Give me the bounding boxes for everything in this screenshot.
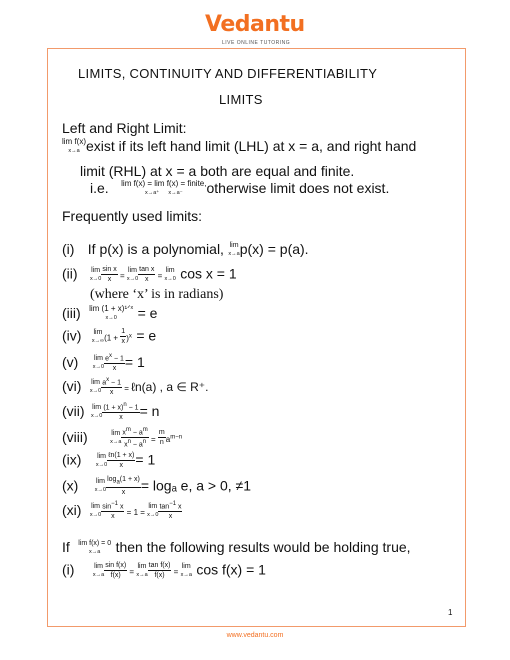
- logo-tagline: LIVE ONLINE TUTORING: [222, 40, 291, 46]
- limit-item-xi: (xi) lim x→0 $\frac{\sin^{-1} x}{x}$ = 1 = lim x→0 $\frac{\tan^{-1} x}{x}$: [62, 501, 182, 521]
- limit-def-line2: limit (RHL) at x = a both are equal and finite.: [80, 163, 355, 179]
- frequently-used-heading: Frequently used limits:: [62, 208, 203, 224]
- limit-item-i: (i) If p(x) is a polynomial, lim x→a p(x) = p(a).: [62, 241, 309, 257]
- limit-item-vi: (vi) lim x→0 $\frac{a^x - 1}{x}$ = ℓn(a) , a ∈ R⁺.: [62, 377, 209, 397]
- lim-fx: lim f(x) x→a: [62, 137, 86, 155]
- left-right-limit-heading: Left and Right Limit:: [62, 120, 187, 136]
- limit-item-v: (v) lim x→0 $\frac{e^x - 1}{x}$ = 1: [62, 353, 145, 373]
- footer-url[interactable]: www.vedantu.com: [226, 632, 284, 639]
- radians-note: (where ‘x’ is in radians): [90, 287, 224, 302]
- if-condition-line: If lim f(x) = 0 x→a then the following results would be holding true,: [62, 539, 411, 555]
- limit-item-iv: (iv) lim x→∞ (1 + $\frac{1}{x}$ )$^x$ = e: [62, 327, 157, 345]
- vedantu-logo: [0, 8, 510, 48]
- result-item-i: (i) lim x→a $\frac{\text{sin f(x)}}{f(x)}$ = lim x→a $\frac{\text{tan f(x)}}{f(x)}$ = lim x→a cos f(x) = 1: [62, 561, 266, 579]
- page-subtitle: LIMITS: [219, 92, 263, 107]
- limit-item-ii: (ii) lim x→0 $\frac{\text{sin x}}{x}$ = lim x→0 $\frac{\text{tan x}}{x}$ = lim x→0 cos x = 1: [62, 265, 237, 283]
- page-number: 1: [448, 608, 453, 617]
- limit-item-vii: (vii) lim x→0 $\frac{(1 + x)^n - 1}{x}$ = n: [62, 402, 160, 422]
- limit-item-iii: (iii) lim (1 + x)¹ᐟˣ x→0 = e: [62, 304, 158, 322]
- logo-wordmark: Vedantu: [205, 12, 305, 37]
- page-title: LIMITS, CONTINUITY AND DIFFERENTIABILITY: [78, 66, 378, 81]
- ie-line: i.e. lim f(x) = lim f(x) = finite, x→a⁺ x→a⁻ otherwise limit does not exist.: [90, 179, 390, 197]
- limit-item-ix: (ix) lim x→0 $\frac{\text{ℓn(1 + x)}}{x}$ = 1: [62, 451, 156, 469]
- limit-item-x: (x) lim x→0 $\frac{\log_a(1 + x)}{x}$ = logₐ e, a > 0, ≠1: [62, 476, 252, 497]
- limit-item-viii: (viii) lim x→a $\frac{x^m - a^m}{x^n - a^n}$ = $\frac{m}{n}$ $a^{m-n}$: [62, 427, 183, 449]
- limit-def-line1: lim f(x) x→a exist if its left hand limit (LHL) at x = a, and right hand: [62, 137, 417, 155]
